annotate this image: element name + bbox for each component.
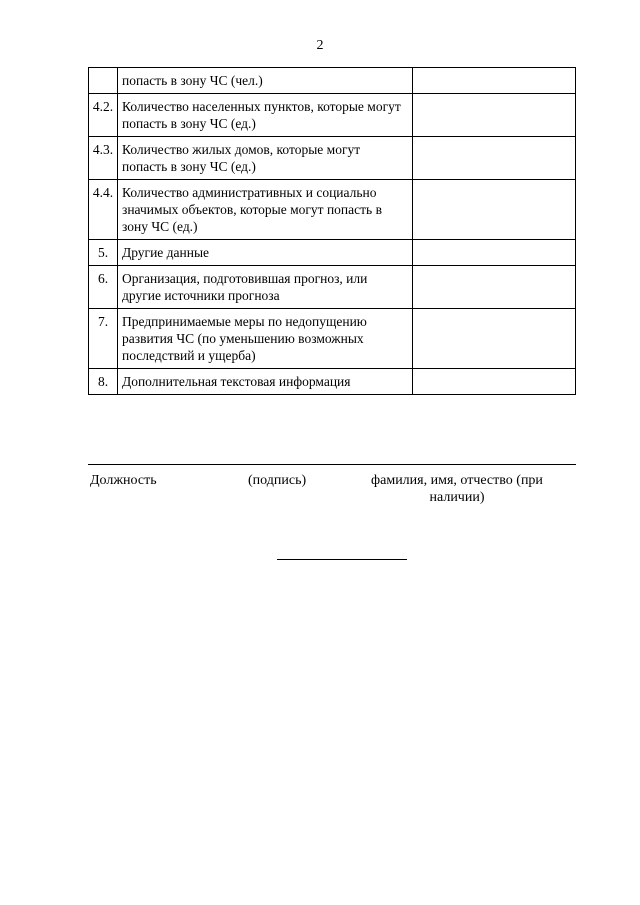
row-number: 4.4.: [89, 180, 118, 240]
row-value-cell: [413, 180, 576, 240]
signature-label: (подпись): [248, 473, 307, 488]
full-name-label: фамилия, имя, отчество (при наличии): [371, 473, 543, 505]
row-description: Предпринимаемые меры по недопущению развития ЧС (по уменьшению возможных последствий и ущерба): [118, 309, 413, 369]
row-value-cell: [413, 68, 576, 94]
table-row: [89, 137, 576, 180]
signature-line: [88, 464, 576, 465]
row-description: попасть в зону ЧС (чел.): [118, 68, 413, 94]
row-value-cell: [413, 266, 576, 309]
forecast-data-table: [88, 67, 576, 395]
table-row: [89, 240, 576, 266]
position-label: Должность: [90, 473, 157, 488]
table-row: [89, 180, 576, 240]
table-row: [89, 309, 576, 369]
row-description: Количество административных и социально значимых объектов, которые могут попасть в зону ЧС (ед.): [118, 180, 413, 240]
row-description: Дополнительная текстовая информация: [118, 369, 413, 395]
row-number: 5.: [89, 240, 118, 266]
table-row: [89, 266, 576, 309]
table-row: [89, 68, 576, 94]
row-description: Количество населенных пунктов, которые могут попасть в зону ЧС (ед.): [118, 94, 413, 137]
row-number: 8.: [89, 369, 118, 395]
page-number: 2: [316, 38, 324, 53]
row-value-cell: [413, 369, 576, 395]
row-description: Количество жилых домов, которые могут попасть в зону ЧС (ед.): [118, 137, 413, 180]
row-description: Другие данные: [118, 240, 413, 266]
row-number: [89, 68, 118, 94]
row-value-cell: [413, 94, 576, 137]
row-number: 7.: [89, 309, 118, 369]
row-description: Организация, подготовившая прогноз, или другие источники прогноза: [118, 266, 413, 309]
row-value-cell: [413, 309, 576, 369]
row-number: 4.3.: [89, 137, 118, 180]
row-value-cell: [413, 137, 576, 180]
end-of-document-line: [277, 559, 407, 560]
row-number: 6.: [89, 266, 118, 309]
row-value-cell: [413, 240, 576, 266]
table-row: [89, 94, 576, 137]
row-number: 4.2.: [89, 94, 118, 137]
table-row: [89, 369, 576, 395]
